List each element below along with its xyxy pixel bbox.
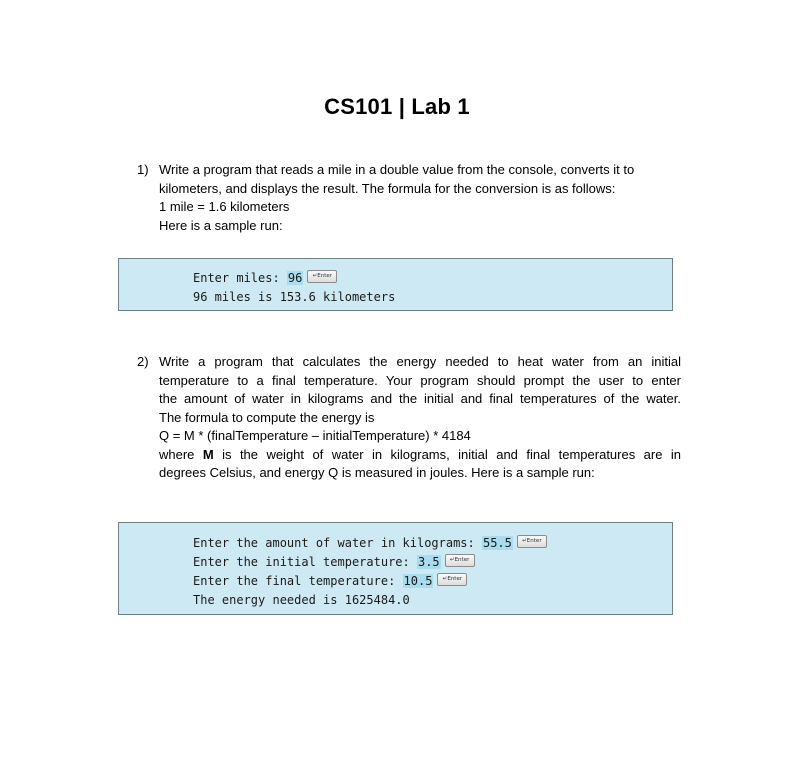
enter-key-icon: ↵Enter — [517, 535, 547, 548]
enter-key-icon: ↵Enter — [437, 573, 467, 586]
console-prompt: Enter miles: — [193, 271, 287, 285]
enter-key-icon: ↵Enter — [307, 270, 337, 283]
enter-key-icon: ↵Enter — [445, 554, 475, 567]
problem-text-line: Here is a sample run: — [159, 217, 283, 233]
problem-text-line: the amount of water in kilograms and the initial and final temperatures of the water. — [159, 391, 681, 406]
page-title: CS101 | Lab 1 — [324, 94, 470, 119]
console-line: 96 miles is 153.6 kilometers — [193, 290, 396, 304]
console-input: 55.5 — [482, 536, 512, 550]
variable-m: M — [202, 446, 214, 462]
console-input: 3.5 — [417, 555, 440, 569]
console-line: The energy needed is 1625484.0 — [193, 593, 410, 607]
sample-run-box-2 — [118, 522, 673, 615]
console-line — [193, 574, 467, 588]
problem-1 — [137, 161, 681, 235]
problem-2 — [137, 353, 681, 483]
problem-text-line: The formula to compute the energy is — [159, 409, 375, 425]
console-prompt: Enter the initial temperature: — [193, 555, 417, 569]
formula: Q = M * (finalTemperature – initialTemperature) * 4184 — [159, 428, 471, 443]
problem-text-line: kilometers, and displays the result. The formula for the conversion is as follows: — [159, 180, 616, 196]
console-line — [193, 536, 547, 550]
sample-run-box-1 — [118, 258, 673, 311]
problem-number: 2) — [137, 354, 149, 369]
console-line — [193, 555, 475, 569]
problem-text-line — [159, 446, 681, 465]
console-input: 96 — [287, 271, 303, 285]
problem-text-line: temperature to a final temperature. Your program should prompt the user to enter — [159, 372, 681, 388]
console-prompt: Enter the amount of water in kilograms: — [193, 536, 482, 550]
where-prefix: where — [159, 446, 203, 462]
problem-text-line: Write a program that calculates the energy needed to heat water from an initial — [159, 354, 681, 369]
problem-text-line: 1 mile = 1.6 kilometers — [159, 199, 290, 214]
problem-text-line: degrees Celsius, and energy Q is measured in joules. Here is a sample run: — [159, 465, 595, 480]
problem-number: 1) — [137, 162, 149, 177]
problem-text-line: Write a program that reads a mile in a double value from the console, converts it to — [159, 162, 635, 177]
console-prompt: Enter the final temperature: — [193, 574, 403, 588]
where-rest: is the weight of water in kilograms, initial and final temperatures are in — [213, 446, 681, 462]
console-line — [193, 271, 337, 285]
console-input: 10.5 — [403, 574, 433, 588]
